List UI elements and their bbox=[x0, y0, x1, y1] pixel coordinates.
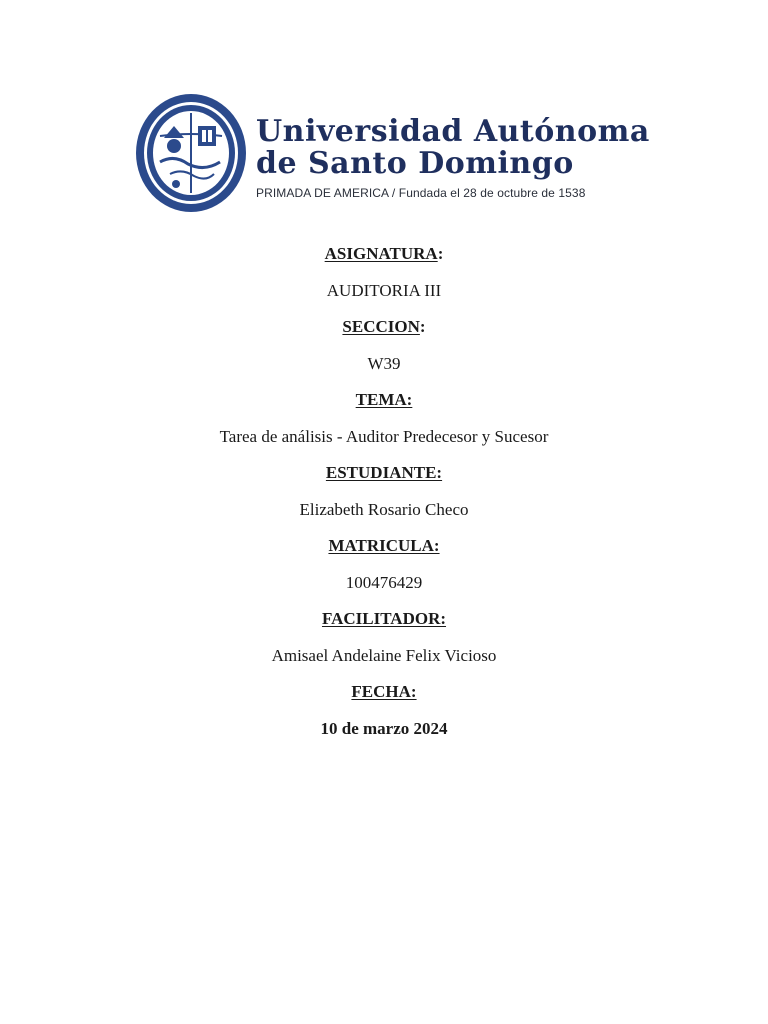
university-name-line1: Universidad Autónoma bbox=[256, 114, 650, 149]
field-matricula bbox=[0, 534, 768, 595]
field-value: Tarea de análisis - Auditor Predecesor y Sucesor bbox=[219, 427, 549, 446]
university-name-line2: de Santo Domingo bbox=[256, 146, 574, 181]
field-value: 100476429 bbox=[345, 573, 423, 592]
field-label: ESTUDIANTE: bbox=[325, 463, 443, 482]
field-facilitador bbox=[0, 607, 768, 668]
university-name bbox=[256, 116, 648, 180]
field-label: FECHA: bbox=[351, 682, 417, 701]
field-value: W39 bbox=[367, 354, 401, 373]
field-label: ASIGNATURA: bbox=[324, 244, 444, 263]
field-value: 10 de marzo 2024 bbox=[320, 719, 448, 738]
field-value: Elizabeth Rosario Checo bbox=[299, 500, 469, 519]
field-value: Amisael Andelaine Felix Vicioso bbox=[271, 646, 497, 665]
field-estudiante bbox=[0, 461, 768, 522]
cover-fields bbox=[0, 242, 768, 753]
university-header-logo bbox=[120, 88, 648, 222]
field-tema bbox=[0, 388, 768, 449]
field-label: FACILITADOR: bbox=[321, 609, 447, 628]
field-label: MATRICULA: bbox=[328, 536, 440, 555]
field-value: AUDITORIA III bbox=[326, 281, 442, 300]
field-fecha bbox=[0, 680, 768, 741]
field-label: TEMA: bbox=[355, 390, 413, 409]
field-asignatura bbox=[0, 242, 768, 303]
field-label: SECCION: bbox=[342, 317, 426, 336]
university-seal-icon bbox=[134, 92, 248, 214]
field-seccion bbox=[0, 315, 768, 376]
university-tagline: PRIMADA DE AMERICA / Fundada el 28 de octubre de 1538 bbox=[256, 186, 586, 200]
